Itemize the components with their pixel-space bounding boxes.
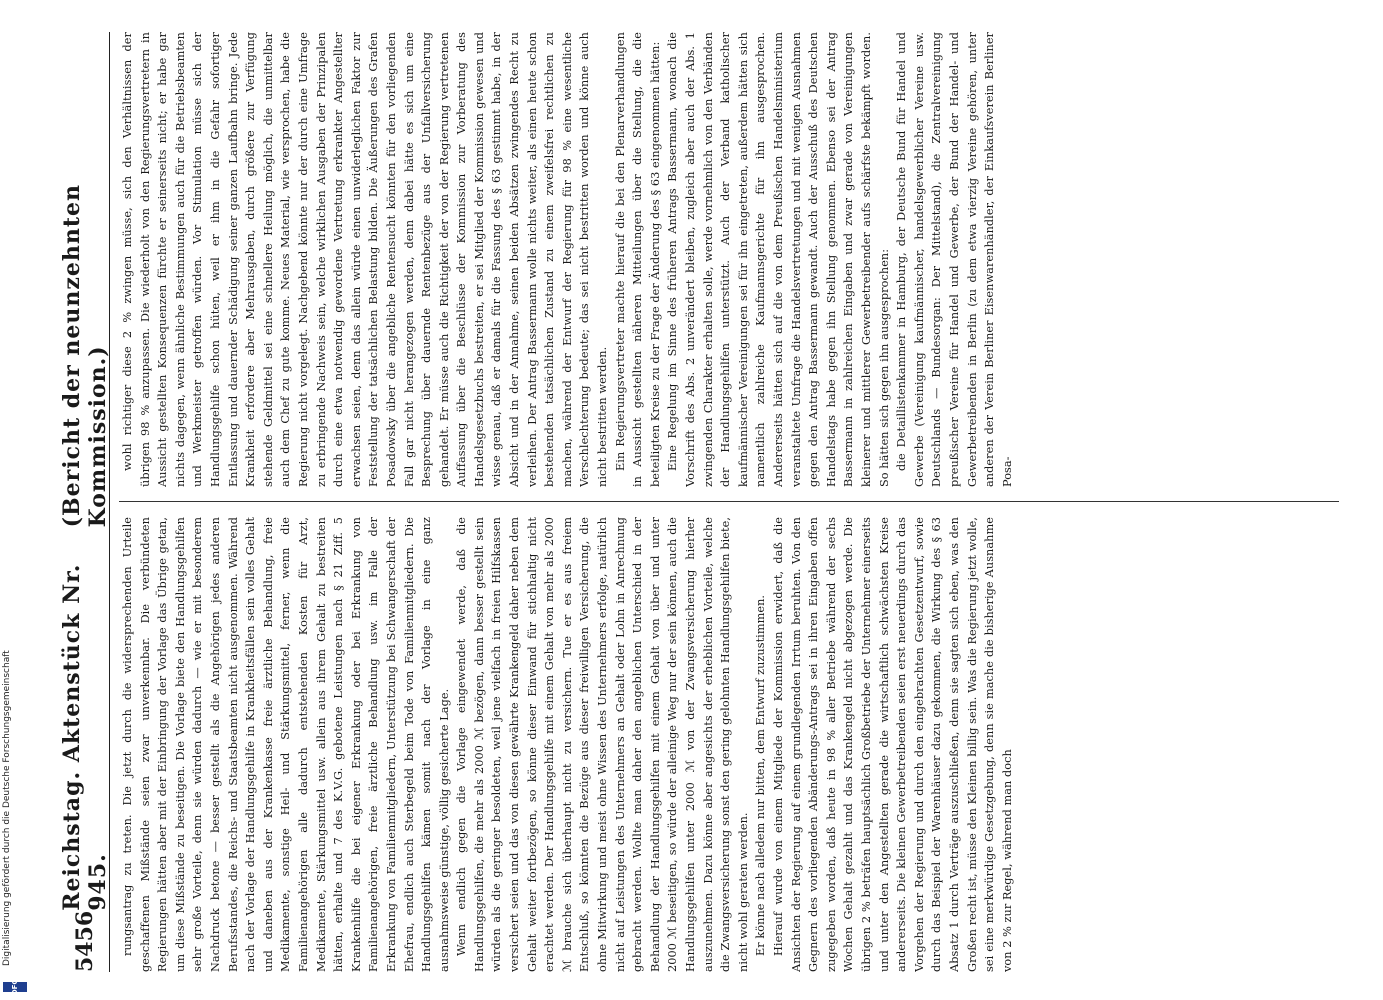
header-rule	[109, 32, 110, 972]
left-column	[119, 517, 1339, 972]
paragraph: Hierauf wurde von einem Mitgliede der Kommission erwidert, daß die Ansichten der Regierung auf einem grundlegenden Irrtum beruhten. Von den Gegnern des vorliegenden Abänderungs-Antrags sei in ihren Eingaben offen zugegeben worden, daß heute in 98 % aller Betriebe während der sechs Wochen Gehalt gezahlt und das Krankengeld nicht abgezogen werde. Die übrigen 2 % beträfen hauptsächlich Großbetriebe der Unternehmer einerseits und unter den Angestellten gerade die wirtschaftlich schwächsten Kreise andererseits. Die kleinen Gewerbetreibenden seien erst neuerdings durch das Vorgehen der Regierung und durch den eingebrachten Gesetzentwurf, sowie durch das Beispiel der Warenhäuser dazu gekommen, die Wirkung des § 63 Absatz 1 durch Verträge auszuschließen, denn sie sagten sich eben, was den Großen recht ist, müsse den Kleinen billig sein. Was die Regierung jetzt wolle, sei eine merkwürdige Gesetzgebung, denn sie mache die bisherige Ausnahme von 2 % zur Regel, während man doch	[771, 517, 1014, 972]
header-subtitle: (Bericht der neunzehnten Kommission.)	[59, 183, 111, 528]
header-title: Reichstag. Aktenstück Nr. 945.	[59, 563, 111, 911]
paragraph: die Detaillistenkammer in Hamburg, der Deutsche Bund für Handel und Gewerbe (Vereinigung kaufmännischer, handelsgewerblicher Vereine usw. Deutschlands — Bundesorgan: Der Mittelstand), die Zentralvereinigung preußischer Vereine für Handel und Gewerbe, der Bund der Handel- und Gewerbetreibenden in Berlin (zu dem etwa vierzig Vereine gehören, unter anderen der Verein Berliner Eisenwarenhändler, der Einkaufsverein Berliner Posa-	[895, 32, 1014, 487]
rotated-page-content	[59, 32, 1355, 972]
paragraph: Ein Regierungsvertreter machte hierauf die bei den Plenarverhandlungen in Aussicht gestellten näheren Mitteilungen über die Stellung, die die beteiligten Kreise zu der Frage der Änderung des § 63 eingenommen hätten:	[613, 32, 662, 487]
paragraph: Wenn endlich gegen die Vorlage eingewendet werde, daß die Handlungsgehilfen, die mehr als 2000 ℳ bezögen, dann besser gestellt sein würden als die geringer besoldeten, weil jene vielfach in freien Hilfskassen versichert seien und das von diesen gewährte Krankengeld daher neben dem Gehalt weiter fortbezögen, so könne dieser Einwand für stichhaltig nicht erachtet werden. Der Handlungsgehilfe mit einem Gehalt von mehr als 2000 ℳ brauche sich überhaupt nicht zu versichern. Tue er es aus freiem Entschluß, so könnten die Bezüge aus dieser freiwilligen Versicherung, die ohne Mitwirkung und meist ohne Wissen des Unternehmers erfolge, natürlich nicht auf Leistungen des Unternehmers an Gehalt oder Lohn in Anrechnung gebracht werden. Wollte man daher den angeblichen Unterschied in der Behandlung der Handlungsgehilfen mit einem Gehalt von über und unter 2000 ℳ beseitigen, so würde der alleinige Weg nur der sein können, auch die Handlungsgehilfen unter 2000 ℳ von der Zwangsversicherung hierher auszunehmen. Dazu könne aber angesichts der erheblichen Vorteile, welche die Zwangsversicherung sonst den gering gelohnten Handlungsgehilfen biete, nicht wohl geraten werden.	[455, 517, 750, 972]
right-column	[119, 32, 1339, 487]
page-number: 5456	[72, 910, 98, 972]
paragraph: rungsantrag zu treten. Die jetzt durch die widersprechenden Urteile geschaffenen Mißstände seien zwar unverkennbar. Die verbündeten Regierungen hätten aber mit der Einbringung der Vorlage das Übrige getan, um diese Mißstände zu beseitigen. Die Vorlage biete den Handlungsgehilfen sehr große Vorteile, denn sie würden dadurch — wie er mit besonderem Nachdruck betone — besser gestellt als die Angehörigen jedes anderen Berufsstandes, die Reichs- und Staatsbeamten nicht ausgenommen. Während nach der Vorlage der Handlungsgehilfe in Krankheitsfällen sein volles Gehalt und daneben aus der Krankenkasse freie ärztliche Behandlung, freie Medikamente, sonstige Heil- und Stärkungsmittel, ferner, wenn die Familienangehörigen alle dadurch entstehenden Kosten für Arzt, Medikamente, Stärkungsmittel usw. allein aus ihrem Gehalt zu bestreiten hätten, erhalte und 7 des K.V.G. gebotene Leistungen nach § 21 Ziff. 5 Krankenhilfe die bei eigener Erkrankung oder bei Erkrankung von Familienangehörigen, freie ärztliche Behandlung usw. im Falle der Erkrankung von Familienmitgliedern, Unterstützung bei Schwangerschaft der Ehefrau, endlich auch Sterbegeld beim Tode von Familienmitgliedern. Die Handlungsgehilfen kämen somit nach der Vorlage in eine ganz ausnahmsweise günstige, völlig gesicherte Lage.	[121, 517, 451, 972]
dfg-logo-text: DFG	[11, 978, 19, 996]
dfg-logo	[3, 978, 27, 996]
digitization-note: Digitalisierung gefördert durch die Deutsche Forschungsgemeinschaft	[2, 650, 12, 966]
column-divider	[119, 501, 1339, 502]
paragraph: Er könne nach alledem nur bitten, dem Entwurf zuzustimmen.	[754, 594, 768, 956]
page-header	[59, 32, 111, 972]
paragraph: Eine Regelung im Sinne des früheren Antrags Bassermann, wonach die Vorschrift des Abs. 2 unverändert bleiben, zugleich aber auch der Abs. 1 zwingenden Charakter erhalten solle, werde vornehmlich von den Verbänden der Handlungsgehilfen unterstützt. Auch der Verband katholischer kaufmännischer Vereinigungen sei für ihn eingetreten, außerdem hätten sich namentlich zahlreiche Kaufmannsgerichte für ihn ausgesprochen. Andererseits hätten sich auf die von dem Preußischen Handelsministerium veranstaltete Umfrage die Handelsvertretungen und mit wenigen Ausnahmen gegen den Antrag Bassermann gewandt. Auch der Ausschuß des Deutschen Handelstags habe gegen ihn Stellung genommen. Ebenso sei der Antrag Bassermann in zahlreichen Eingaben und zwar gerade von Vereinigungen kleinerer und mittlerer Gewerbetreibender aufs schärfste bekämpft worden. So hätten sich gegen ihn ausgesprochen:	[666, 32, 891, 487]
paragraph: wohl richtiger diese 2 % zwingen müsse, sich den Verhältnissen der übrigen 98 % anzupassen. Die wiederholt von den Regierungsvertretern in Aussicht gestellten Konsequenzen fürchte er seinerseits nicht; er habe gar nichts dagegen, wenn ähnliche Bestimmungen auch für die Betriebsbeamten und Werkmeister getroffen würden. Vor Stimulation müsse sich der Handlungsgehilfe schon hüten, weil er ihm in die Gefahr sofortiger Entlassung und dauernder Schädigung seiner ganzen Laufbahn bringe. Jede Krankheit erfordere aber Mehrausgaben, durch größere zur Verfügung stehende Geldmittel sei eine schnellere Heilung möglich, die unmittelbar auch dem Chef zu gute komme. Neues Material, wie versprochen, habe die Regierung nicht vorgelegt. Nachgebend könnte nur der durch eine Umfrage zu erbringende Nachweis sein, welche wirklichen Ausgaben der Prinzipalen durch eine etwa notwendig gewordene Vertretung erkrankter Angestellter erwachsen seien, denn das allein würde einen unwiderleglichen Faktor zur Feststellung der tatsächlichen Belastung bilden. Die Äußerungen des Grafen Posadowsky über die angebliche Rentensucht könnten für den vorliegenden Fall gar nicht herangezogen werden, denn dabei hätte es sich um eine Besprechung über dauernde Rentenbezüge aus der Unfallversicherung gehandelt. Er müsse auch die Richtigkeit der von der Regierung vertretenen Auffassung über die Beschlüsse der Kommission zur Vorberatung des Handelsgesetzbuchs bestreiten, er sei Mitglied der Kommission gewesen und wisse genau, daß er damals für die Fassung des § 63 gestimmt habe, in der Absicht und in der Annahme, seinen beiden Absätzen zwingendes Recht zu verleihen. Der Antrag Bassermann wolle nichts weiter, als einen heute schon bestehenden tatsächlichen Zustand zu einem zweifelsfrei rechtlichen zu machen, während der Entwurf der Regierung für 98 % eine wesentliche Verschlechterung bedeute; das sei nicht bestritten worden und könne auch nicht bestritten werden.	[121, 32, 610, 487]
